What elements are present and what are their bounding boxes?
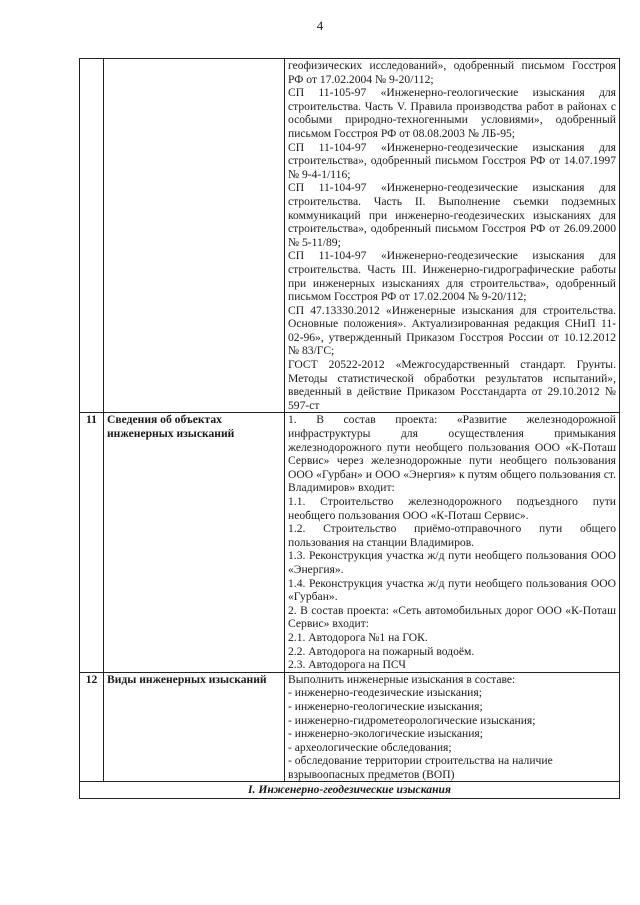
object-paragraph: 2.1. Автодорога №1 на ГОК. [288, 630, 428, 644]
standard-paragraph: СП 11-104-97 «Инженерно-геодезические изыскания для строительства. Часть III. Инженерно-гидрографические работы при инженерных изысканиях для строительства», одобренный письмом Госстроя РФ от 17.02.2004 № 9-20/112; [288, 249, 616, 304]
row-content-standards [285, 59, 620, 413]
object-paragraph: 2. В состав проекта: «Сеть автомобильных дорог ООО «К-Поташ Сервис» входит: [288, 603, 616, 631]
section-heading-row [80, 782, 620, 799]
standard-paragraph: СП 47.13330.2012 «Инженерные изыскания для строительства. Основные положения». Актуализированная редакция СНиП 11-02-96», утвержденный Приказом Госстроя России от 10.12.2012 № 83/ГС; [288, 303, 616, 358]
object-paragraph: 2.2. Автодорога на пожарный водоём. [288, 644, 475, 658]
specification-table [79, 58, 620, 799]
row-label: Виды инженерных изысканий [104, 672, 285, 782]
standard-paragraph: СП 11-104-97 «Инженерно-геодезические изыскания для строительства», одобренный письмом Госстроя РФ от 14.07.1997 № 9-4-1/116; [288, 140, 616, 181]
section-heading: I. Инженерно-геодезические изыскания [80, 782, 620, 799]
row-content-objects [285, 413, 620, 672]
table-row-11 [80, 413, 620, 672]
survey-type-item: - обследование территории строительства на наличие взрывоопасных предметов (ВОП) [288, 754, 553, 781]
survey-type-item: - инженерно-экологические изыскания; [288, 727, 483, 741]
page-number: 4 [316, 18, 324, 33]
standard-paragraph: ГОСТ 20522-2012 «Межгосударственный стандарт. Грунты. Методы статистической обработки результатов испытаний», введенный в действие Приказом Росстандарта от 29.10.2012 № 597-ст [288, 358, 616, 412]
row-label [104, 59, 285, 413]
survey-type-item: - инженерно-геологические изыскания; [288, 699, 483, 713]
object-paragraph: 1.3. Реконструкция участка ж/д пути необщего пользования ООО «Энергия». [288, 549, 616, 576]
survey-type-item: - инженерно-геодезические изыскания; [288, 686, 482, 700]
row-content-survey-types [285, 672, 620, 782]
object-paragraph: 1.4. Реконструкция участка ж/д пути необщего пользования ООО «Гурбан». [288, 576, 616, 604]
row-number: 12 [80, 672, 104, 782]
table-row-12 [80, 672, 620, 782]
row-label: Сведения об объектах инженерных изысканий [104, 413, 285, 672]
row-number [80, 59, 104, 413]
table-row-continuation [80, 59, 620, 413]
row-number: 11 [80, 413, 104, 672]
survey-type-item: Выполнить инженерные изыскания в составе: [288, 672, 516, 686]
object-paragraph: 1. В состав проекта: «Развитие железнодорожной инфраструктуры для осуществления примыкания железнодорожного пути необщего пользования ООО «К-Поташ Сервис» через железнодорожные пути необщего пользования ООО «Гурбан» и ООО «Энергия» к путям общего пользования ст. Владимиров» входит: [288, 413, 616, 495]
object-paragraph: 2.3. Автодорога на ПСЧ [288, 658, 406, 672]
object-paragraph: 1.1. Строительство железнодорожного подъездного пути необщего пользования ООО «К-Поташ Сервис». [288, 495, 616, 522]
standard-paragraph: СП 11-105-97 «Инженерно-геологические изыскания для строительства. Часть V. Правила производства работ в районах с особыми природно-техногенными условиями», одобренный письмом Госстроя РФ от 08.08.2003 № ЛБ-95; [288, 86, 616, 140]
standard-paragraph: СП 11-104-97 «Инженерно-геодезические изыскания для строительства. Часть II. Выполнение съемки подземных коммуникаций при инженерно-геодезических изысканиях для строительства», одобренный письмом Госстроя РФ от 26.09.2000 № 5-11/89; [288, 181, 616, 249]
standard-paragraph: геофизических исследований», одобренный письмом Госстроя РФ от 17.02.2004 № 9-20/112; [288, 59, 616, 86]
survey-type-item: - инженерно-гидрометеорологические изыскания; [288, 713, 536, 727]
object-paragraph: 1.2. Строительство приёмо-отправочного пути общего пользования на станции Владимиров. [288, 522, 616, 549]
survey-type-item: - археологические обследования; [288, 740, 452, 754]
